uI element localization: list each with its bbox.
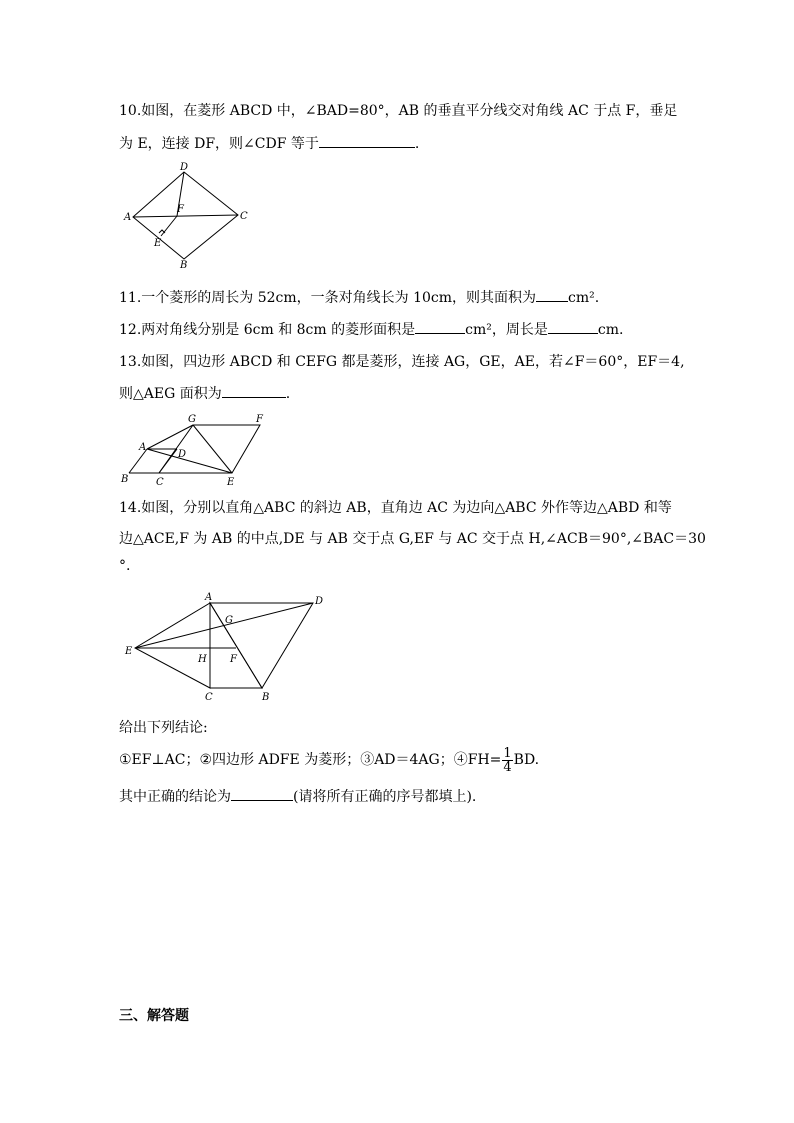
label-E: E — [125, 646, 133, 657]
q10-line2 — [119, 133, 419, 154]
q11-unit: cm². — [568, 290, 600, 306]
conclusions-tail: BD. — [513, 752, 540, 768]
q13-line2-text: 则△AEG 面积为 — [119, 386, 222, 402]
answer-blank-q10[interactable] — [319, 133, 415, 148]
answer-blank-q12-perimeter[interactable] — [548, 319, 598, 334]
label-A: A — [139, 442, 147, 453]
label-F: F — [177, 204, 184, 215]
segment-dc — [159, 449, 177, 473]
diagonal-ac — [133, 215, 238, 217]
segment-ae — [147, 449, 232, 473]
conclusions-text: ①EF⊥AC；②四边形 ADFE 为菱形；③AD＝4AG；④FH= — [119, 752, 502, 768]
right-angle-mark — [159, 230, 165, 233]
conclusions-ask — [119, 786, 476, 807]
label-G: G — [225, 615, 233, 626]
label-G: G — [188, 414, 196, 425]
segment-fe — [161, 216, 177, 236]
segment-ag — [147, 425, 193, 449]
q10-line1: 10.如图，在菱形 ABCD 中，∠BAD=80°，AB 的垂直平分线交对角线 AC 于点 F，垂足 — [119, 103, 678, 119]
conclusions-ask-tail: (请将所有正确的序号都填上). — [293, 789, 477, 805]
q11-text: 11.一个菱形的周长为 52cm，一条对角线长为 10cm，则其面积为 — [119, 290, 537, 306]
section-heading: 三、解答题 — [119, 1008, 189, 1024]
q13-period: . — [285, 386, 291, 402]
label-F: F — [230, 654, 237, 665]
answer-blank-q12-area[interactable] — [415, 319, 465, 334]
label-A: A — [124, 212, 132, 223]
q12-mid: cm²，周长是 — [465, 322, 548, 338]
conclusions-list — [119, 745, 539, 775]
fraction-numerator: 1 — [503, 745, 512, 761]
q12-unit: cm. — [597, 322, 624, 338]
figure-q14-triangles — [118, 588, 333, 706]
answer-blank-q14[interactable] — [231, 786, 293, 801]
label-B: B — [121, 474, 129, 485]
fraction-one-quarter — [502, 747, 512, 774]
figure-q10-rhombus — [118, 160, 258, 272]
label-D: D — [180, 162, 189, 173]
q11 — [119, 287, 599, 308]
label-H: H — [198, 654, 207, 665]
q13-line2 — [119, 383, 290, 404]
conclusions-intro: 给出下列结论: — [119, 720, 208, 736]
q14-line2: 边△ACE,F 为 AB 的中点,DE 与 AB 交于点 G,EF 与 AC 交于点 H,∠ACB＝90°,∠BAC＝30 — [119, 531, 706, 547]
figure-q13-rhombi — [118, 410, 268, 488]
fraction-denominator: 4 — [503, 759, 512, 775]
q10-line2-text: 为 E，连接 DF，则∠CDF 等于 — [119, 136, 319, 152]
answer-blank-q13[interactable] — [222, 383, 286, 398]
q12 — [119, 319, 623, 340]
label-C: C — [156, 477, 164, 488]
q12-text: 12.两对角线分别是 6cm 和 8cm 的菱形面积是 — [119, 322, 416, 338]
label-A: A — [205, 592, 213, 603]
segment-ge — [193, 425, 232, 473]
label-E: E — [227, 477, 235, 488]
conclusions-ask-text: 其中正确的结论为 — [119, 789, 231, 805]
label-D: D — [178, 449, 187, 460]
answer-blank-q11[interactable] — [536, 287, 568, 302]
label-D: D — [315, 596, 324, 607]
label-C: C — [205, 692, 213, 703]
q14-line1: 14.如图，分别以直角△ABC 的斜边 AB，直角边 AC 为边向△ABC 外作等边△ABD 和等 — [119, 500, 672, 516]
segment-de — [135, 603, 313, 648]
label-B: B — [180, 260, 188, 271]
label-C: C — [240, 211, 248, 222]
label-B: B — [262, 692, 270, 703]
label-F: F — [256, 414, 263, 425]
q10-period: . — [414, 136, 420, 152]
label-E: E — [154, 238, 162, 249]
q14-line3: °. — [119, 558, 131, 574]
q13-line1: 13.如图，四边形 ABCD 和 CEFG 都是菱形，连接 AG，GE，AE，若∠F＝60°，EF＝4, — [119, 354, 685, 370]
